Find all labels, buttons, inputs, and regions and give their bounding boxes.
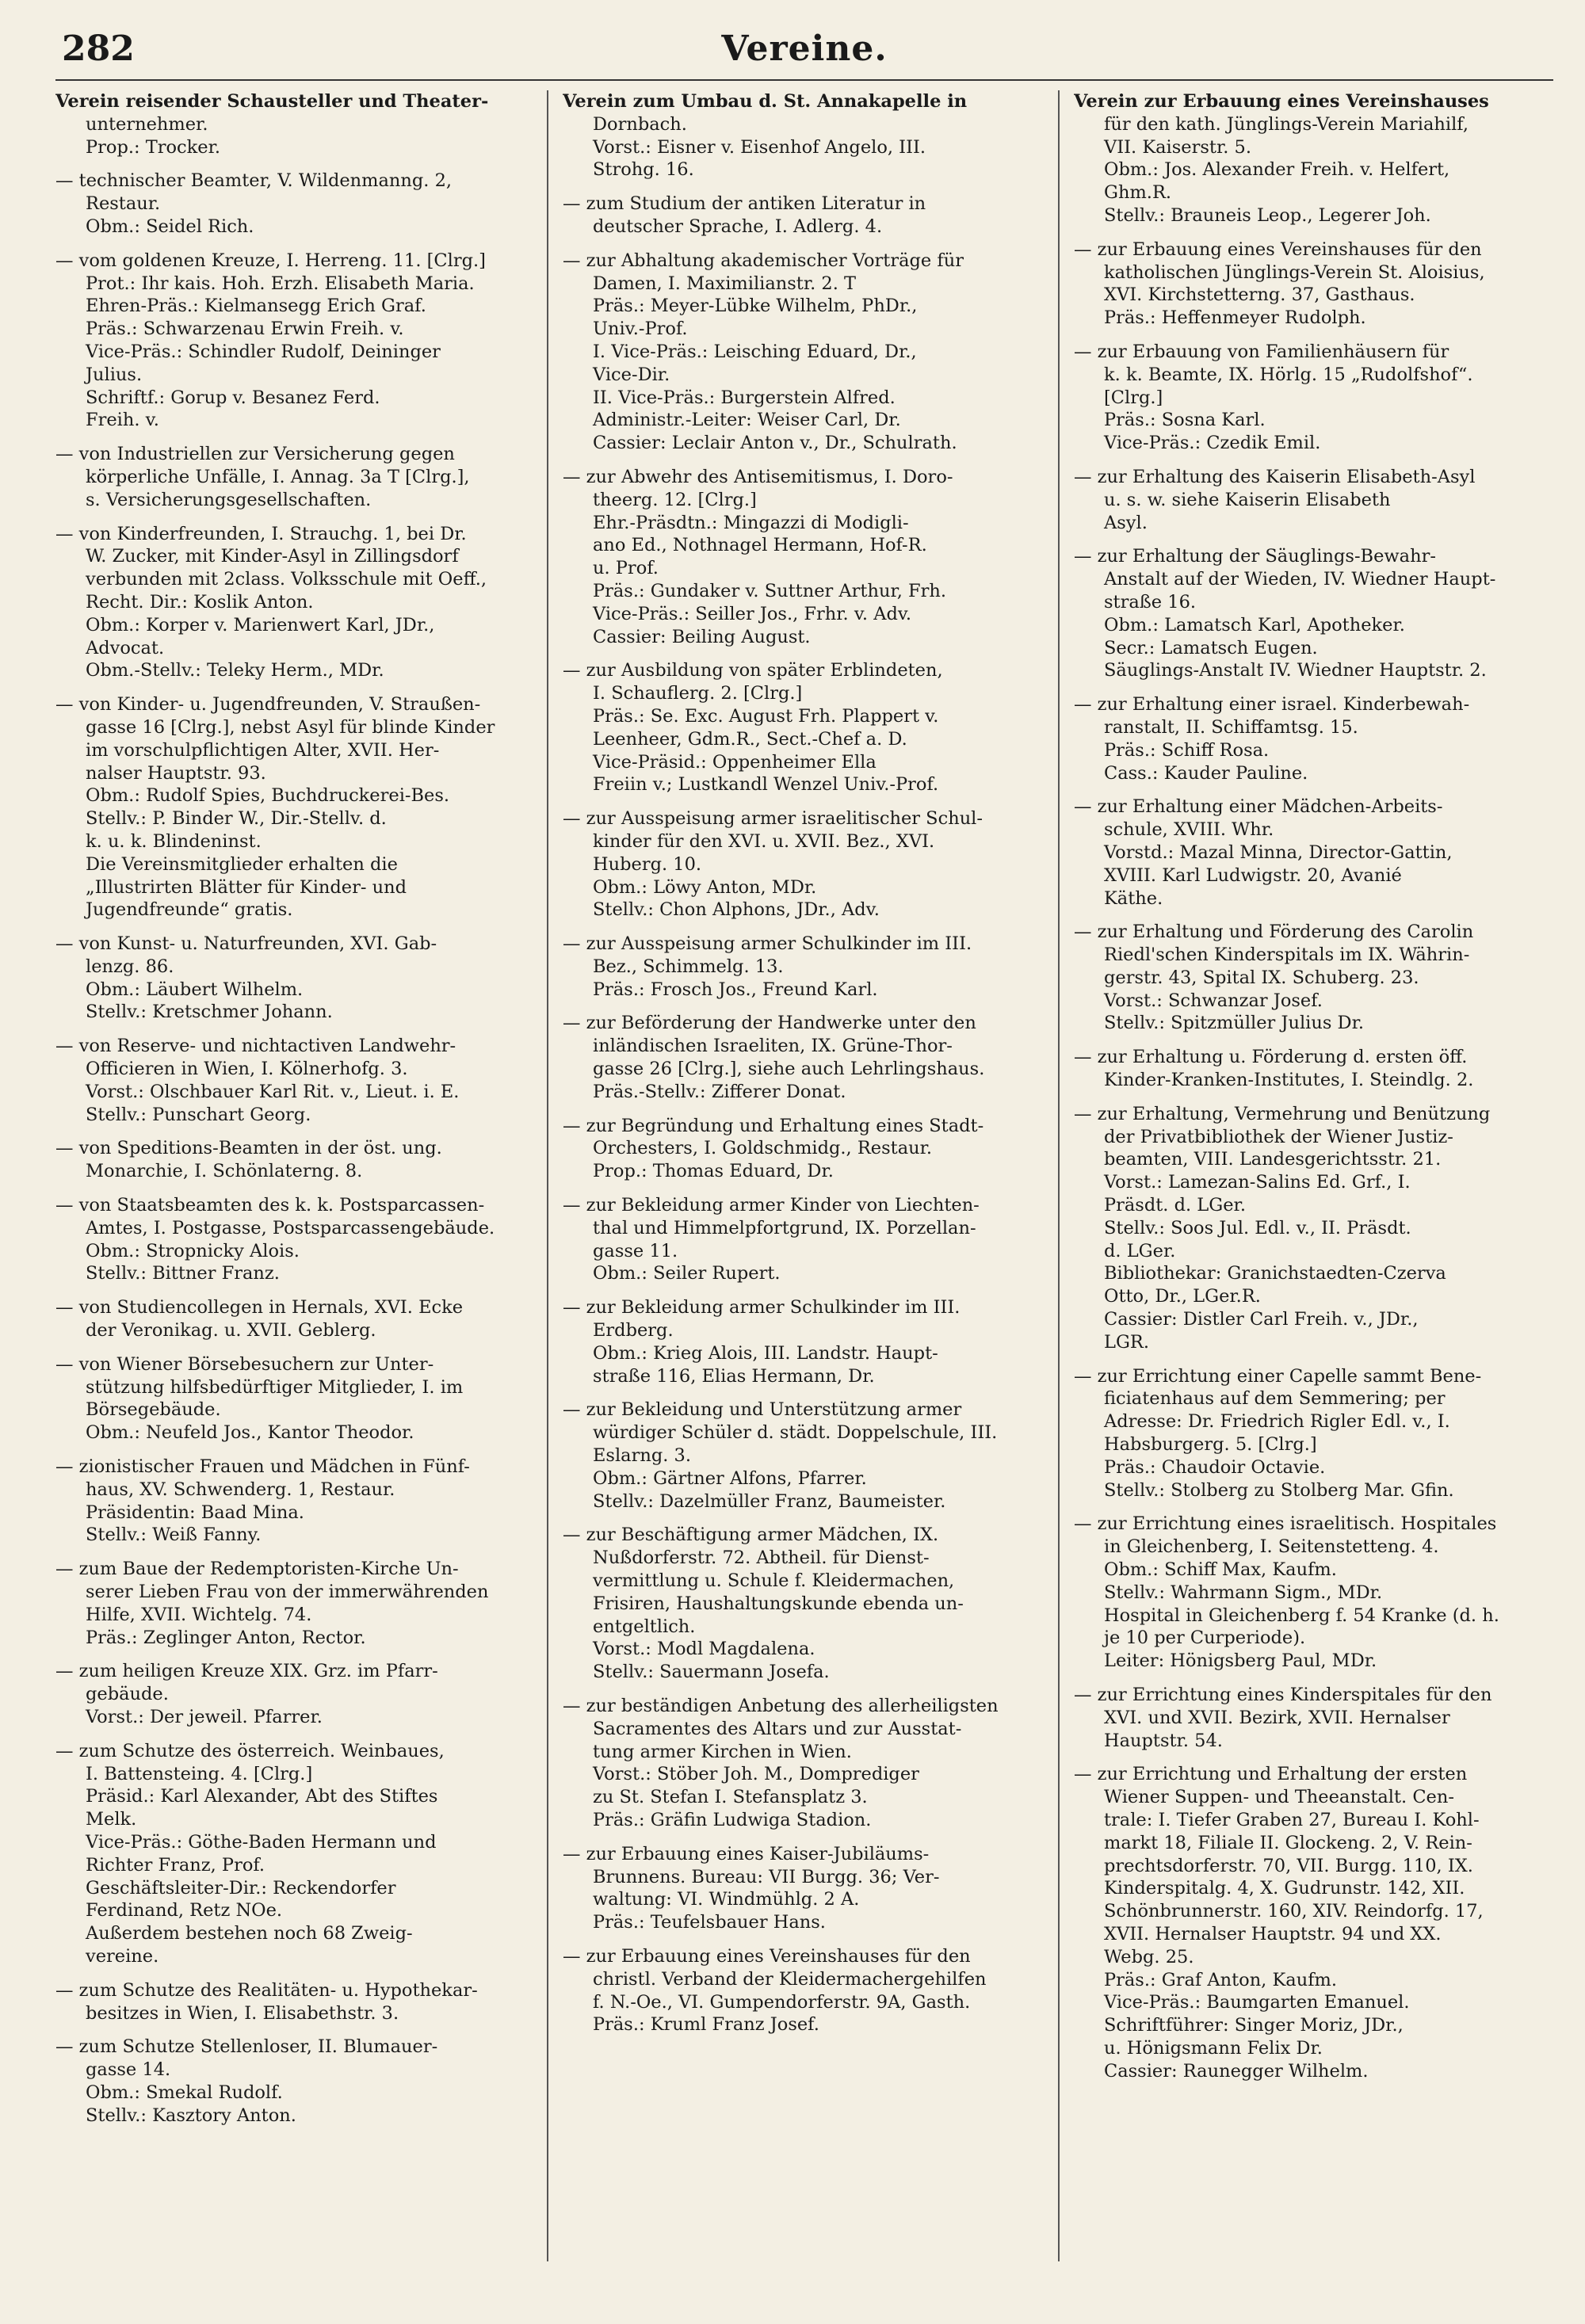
entry-line: beamten, VIII. Landesgerichtsstr. 21.: [1104, 1149, 1442, 1170]
entry-line: Stellv.: Kretschmer Johann.: [86, 1002, 333, 1023]
entry-line: Präs.: Schiff Rosa.: [1104, 739, 1270, 761]
entry-line: Stellv.: Brauneis Leop., Legerer Joh.: [1104, 204, 1431, 226]
entry-title: — zur Erhaltung u. Förderung d. ersten öff.: [1074, 1047, 1468, 1068]
directory-entry: [55, 1740, 531, 1968]
entry-line: Cassier: Beiling August.: [593, 626, 811, 647]
entry-line: Vorst.: Der jeweil. Pfarrer.: [86, 1707, 323, 1727]
entry-line: Säuglings-Anstalt IV. Wiedner Hauptstr. 2.: [1104, 660, 1487, 681]
entry-line: körperliche Unfälle, I. Annag. 3a T [Clrg.],: [86, 466, 470, 487]
directory-entry: [1074, 1103, 1549, 1354]
entry-line: Präs.: Gundaker v. Suttner Arthur, Frh.: [593, 580, 947, 601]
entry-line: Freiin v.; Lustkandl Wenzel Univ.-Prof.: [593, 774, 939, 796]
entry-line: Riedl'schen Kinderspitals im IX. Währin-: [1104, 944, 1470, 966]
entry-line: Leenheer, Gdm.R., Sect.-Chef a. D.: [593, 728, 907, 750]
entry-line: Stellv.: Kasztory Anton.: [86, 2105, 296, 2126]
entry-line: Monarchie, I. Schönlaterng. 8.: [86, 1161, 363, 1182]
entry-line: Präs.: Se. Exc. August Frh. Plappert v.: [593, 705, 939, 727]
entry-title: — vom goldenen Kreuze, I. Herreng. 11. [Clrg.]: [55, 250, 486, 271]
entry-line: Vorst.: Modl Magdalena.: [593, 1639, 815, 1660]
entry-line: Restaur.: [86, 193, 161, 215]
entry-line: markt 18, Filiale II. Glockeng. 2, V. Rein-: [1104, 1832, 1472, 1853]
entry-line: Webg. 25.: [1104, 1946, 1194, 1967]
entry-line: Julius.: [86, 364, 143, 385]
entry-line: Bibliothekar: Granichstaedten-Czerva: [1104, 1263, 1446, 1284]
column-2: [563, 90, 1038, 2277]
entry-line: Präs.: Chaudoir Octavie.: [1104, 1456, 1326, 1478]
entry-line: besitzes in Wien, I. Elisabethstr. 3.: [86, 2002, 399, 2024]
entry-line: VII. Kaiserstr. 5.: [1104, 136, 1252, 158]
entry-title: — von Kinder- u. Jugendfreunden, V. Straußen-: [55, 694, 481, 716]
entry-line: XVI. und XVII. Bezirk, XVII. Hernalser: [1104, 1707, 1450, 1728]
column-3: [1074, 90, 1549, 2277]
directory-entry: [55, 1296, 531, 1342]
entry-line: Präs.: Zeglinger Anton, Rector.: [86, 1627, 366, 1648]
entry-title: — zur Beschäftigung armer Mädchen, IX.: [563, 1525, 939, 1546]
entry-line: ranstalt, II. Schiffamtsg. 15.: [1104, 716, 1358, 738]
entry-line: Secr.: Lamatsch Eugen.: [1104, 637, 1318, 658]
entry-title: — zur Erhaltung des Kaiserin Elisabeth-Asyl: [1074, 466, 1476, 487]
entry-line: I. Battensteing. 4. [Clrg.]: [86, 1763, 313, 1784]
entry-line: in Gleichenberg, I. Seitenstetteng. 4.: [1104, 1536, 1439, 1558]
entry-line: k. u. k. Blindeninst.: [86, 830, 262, 852]
entry-title: — technischer Beamter, V. Wildenmanng. 2,: [55, 170, 453, 192]
entry-line: haus, XV. Schwenderg. 1, Restaur.: [86, 1479, 395, 1500]
entry-line: deutscher Sprache, I. Adlerg. 4.: [593, 216, 883, 237]
entry-title: — zur Bekleidung armer Schulkinder im III.: [563, 1297, 961, 1318]
directory-entry: [563, 933, 1038, 1001]
entry-line: gasse 26 [Clrg.], siehe auch Lehrlingshaus.: [593, 1059, 985, 1080]
entry-line: XVIII. Karl Ludwigstr. 20, Avanié: [1104, 864, 1402, 886]
entry-line: Stellv.: Sauermann Josefa.: [593, 1662, 830, 1683]
entry-line: u. s. w. siehe Kaiserin Elisabeth: [1104, 489, 1391, 510]
entry-title: — zum Schutze des Realitäten- u. Hypothekar-: [55, 1979, 478, 2001]
directory-entry: [55, 1456, 531, 1547]
entry-line: Schriftführer: Singer Moriz, JDr.,: [1104, 2015, 1404, 2036]
entry-line: Erdberg.: [593, 1320, 674, 1341]
entry-title: — zur Erhaltung der Säuglings-Bewahr-: [1074, 546, 1436, 567]
entry-line: Obm.: Löwy Anton, MDr.: [593, 876, 817, 898]
entry-title: — zur Ausbildung von später Erblindeten,: [563, 660, 943, 681]
entry-line: Obm.-Stellv.: Teleky Herm., MDr.: [86, 660, 384, 681]
entry-title: — zur Erhaltung einer Mädchen-Arbeits-: [1074, 796, 1443, 818]
entry-line: Vorst.: Schwanzar Josef.: [1104, 990, 1323, 1011]
entry-title: — von Kunst- u. Naturfreunden, XVI. Gab-: [55, 933, 437, 955]
entry-line: d. LGer.: [1104, 1240, 1176, 1261]
entry-line: Präs.: Frosch Jos., Freund Karl.: [593, 979, 878, 1000]
entry-line: Prop.: Thomas Eduard, Dr.: [593, 1161, 834, 1182]
entry-line: zu St. Stefan I. Stefansplatz 3.: [593, 1787, 868, 1808]
entry-line: Stellv.: Wahrmann Sigm., MDr.: [1104, 1582, 1383, 1603]
entry-line: Otto, Dr., LGer.R.: [1104, 1286, 1261, 1307]
entry-line: Bez., Schimmelg. 13.: [593, 956, 784, 977]
entry-line: Prop.: Trocker.: [86, 136, 221, 158]
entry-line: Obm.: Jos. Alexander Freih. v. Helfert,: [1104, 159, 1450, 181]
directory-entry: [55, 933, 531, 1024]
directory-entry: [563, 250, 1038, 455]
entry-line: Präs.: Teufelsbauer Hans.: [593, 1912, 826, 1933]
entry-line: Präs.: Heffenmeyer Rudolph.: [1104, 307, 1366, 329]
entry-title: Verein reisender Schausteller und Theater-: [55, 91, 489, 112]
entry-title: — zur Abwehr des Antisemitismus, I. Doro-: [563, 466, 953, 487]
entry-line: Schönbrunnerstr. 160, XIV. Reindorfg. 17,: [1104, 1901, 1484, 1922]
entry-line: Jugendfreunde“ gratis.: [86, 899, 293, 921]
entry-line: entgeltlich.: [593, 1616, 696, 1637]
entry-line: Huberg. 10.: [593, 853, 702, 875]
directory-entry: [55, 90, 531, 158]
entry-title: — zum Studium der antiken Literatur in: [563, 193, 926, 215]
entry-line: Vice-Dir.: [593, 364, 670, 385]
entry-line: Adresse: Dr. Friedrich Rigler Edl. v., I.: [1104, 1411, 1450, 1433]
entry-title: — zur Beförderung der Handwerke unter den: [563, 1013, 976, 1034]
entry-line: Strohg. 16.: [593, 159, 694, 181]
entry-line: ficiatenhaus auf dem Semmering; per: [1104, 1388, 1446, 1410]
entry-line: Stellv.: P. Binder W., Dir.-Stellv. d.: [86, 808, 387, 830]
directory-entry: [563, 1115, 1038, 1183]
entry-line: Vorst.: Olschbauer Karl Rit. v., Lieut. i. E.: [86, 1081, 460, 1102]
entry-title: Verein zum Umbau d. St. Annakapelle in: [563, 91, 968, 112]
entry-line: Ferdinand, Retz NOe.: [86, 1900, 283, 1921]
entry-line: k. k. Beamte, IX. Hörlg. 15 „Rudolfshof“.: [1104, 364, 1473, 385]
entry-line: Ehr.-Präsdtn.: Mingazzi di Modigli-: [593, 512, 909, 533]
entry-line: Präs.: Meyer-Lübke Wilhelm, PhDr.,: [593, 296, 918, 317]
directory-entry: [1074, 1684, 1549, 1752]
entry-line: Obm.: Gärtner Alfons, Pfarrer.: [593, 1467, 867, 1489]
entry-line: Prot.: Ihr kais. Hoh. Erzh. Elisabeth Maria.: [86, 273, 475, 294]
column-1: [55, 90, 531, 2277]
entry-line: Schriftf.: Gorup v. Besanez Ferd.: [86, 387, 380, 408]
directory-entry: [55, 1353, 531, 1444]
entry-line: Cassier: Distler Carl Freih. v., JDr.,: [1104, 1309, 1419, 1330]
entry-title: — zur Erhaltung, Vermehrung und Benützung: [1074, 1103, 1491, 1124]
directory-entry: [55, 1660, 531, 1728]
directory-entry: [55, 443, 531, 511]
entry-line: Obm.: Neufeld Jos., Kantor Theodor.: [86, 1422, 414, 1444]
entry-line: XVI. Kirchstetterng. 37, Gasthaus.: [1104, 284, 1415, 306]
entry-line: vereine.: [86, 1945, 159, 1967]
entry-line: der Privatbibliothek der Wiener Justiz-: [1104, 1126, 1453, 1147]
entry-line: Leiter: Hönigsberg Paul, MDr.: [1104, 1650, 1377, 1672]
directory-entry: [55, 250, 531, 432]
directory-entry: [1074, 1365, 1549, 1502]
directory-entry: [55, 523, 531, 683]
entry-line: Obm.: Stropnicky Alois.: [86, 1240, 300, 1261]
entry-line: lenzg. 86.: [86, 956, 174, 977]
directory-entry: [1074, 1513, 1549, 1673]
entry-line: gasse 16 [Clrg.], nebst Asyl für blinde Kinder: [86, 716, 495, 738]
entry-line: tung armer Kirchen in Wien.: [593, 1741, 852, 1762]
entry-title: — von Staatsbeamten des k. k. Postsparcassen-: [55, 1195, 485, 1216]
directory-entry: [55, 1035, 531, 1126]
entry-title: — zum heiligen Kreuze XIX. Grz. im Pfarr-: [55, 1661, 438, 1682]
entry-line: u. Prof.: [593, 558, 659, 579]
entry-line: Administr.-Leiter: Weiser Carl, Dr.: [593, 410, 901, 431]
entry-line: ano Ed., Nothnagel Hermann, Hof-R.: [593, 535, 927, 556]
entry-title: — zur Erbauung eines Kaiser-Jubiläums-: [563, 1843, 930, 1864]
directory-page: [55, 24, 1553, 2298]
entry-title: — zum Baue der Redemptoristen-Kirche Un-: [55, 1559, 459, 1580]
entry-line: Obm.: Seiler Rupert.: [593, 1263, 781, 1284]
directory-entry: [55, 1558, 531, 1649]
entry-line: Anstalt auf der Wieden, IV. Wiedner Haupt-: [1104, 569, 1496, 590]
entry-line: Orchesters, I. Goldschmidg., Restaur.: [593, 1138, 933, 1159]
directory-entry: [563, 659, 1038, 796]
entry-line: II. Vice-Präs.: Burgerstein Alfred.: [593, 387, 896, 408]
entry-line: Wiener Suppen- und Theeanstalt. Cen-: [1104, 1787, 1454, 1808]
entry-line: trale: I. Tiefer Graben 27, Bureau I. Kohl-: [1104, 1809, 1480, 1830]
entry-title: — zum Schutze Stellenloser, II. Blumauer-: [55, 2036, 438, 2058]
directory-entry: [1074, 90, 1549, 227]
entry-line: im vorschulpflichtigen Alter, XVII. Her-: [86, 739, 440, 761]
entry-line: Kinder-Kranken-Institutes, I. Steindlg. 2.: [1104, 1070, 1474, 1091]
entry-line: verbunden mit 2class. Volksschule mit Oeff.,: [86, 569, 487, 590]
entry-line: Asyl.: [1104, 512, 1148, 533]
directory-entry: [563, 1695, 1038, 1832]
entry-line: für den kath. Jünglings-Verein Mariahilf,: [1104, 113, 1469, 135]
entry-line: stützung hilfsbedürftiger Mitglieder, I. im: [86, 1376, 464, 1398]
columns: [55, 90, 1553, 2277]
entry-title: — zur Ausspeisung armer israelitischer Schul-: [563, 808, 983, 830]
entry-title: — von Studiencollegen in Hernals, XVI. Ecke: [55, 1297, 464, 1318]
entry-line: Obm.: Smekal Rudolf.: [86, 2082, 283, 2103]
entry-line: u. Hönigsmann Felix Dr.: [1104, 2037, 1323, 2059]
entry-line: inländischen Israeliten, IX. Grüne-Thor-: [593, 1036, 953, 1057]
entry-line: Hauptstr. 54.: [1104, 1730, 1223, 1751]
entry-line: Frisiren, Haushaltungskunde ebenda un-: [593, 1593, 964, 1614]
page-header: [55, 24, 1553, 81]
entry-line: Vorst.: Eisner v. Eisenhof Angelo, III.: [593, 136, 926, 158]
entry-line: Obm.: Schiff Max, Kaufm.: [1104, 1559, 1337, 1581]
directory-entry: [55, 2036, 531, 2127]
entry-line: Sacramentes des Altars und zur Ausstat-: [593, 1718, 962, 1739]
entry-line: Brunnens. Bureau: VII Burgg. 36; Ver-: [593, 1866, 940, 1887]
entry-title: — zur beständigen Anbetung des allerheiligsten: [563, 1696, 999, 1716]
entry-line: Damen, I. Maximilianstr. 2. T: [593, 273, 857, 294]
entry-line: Geschäftsleiter-Dir.: Reckendorfer: [86, 1877, 396, 1899]
entry-title: — zur Errichtung einer Capelle sammt Bene-: [1074, 1365, 1482, 1387]
entry-line: Richter Franz, Prof.: [86, 1854, 265, 1876]
entry-line: Ghm.R.: [1104, 182, 1172, 204]
entry-line: würdiger Schüler d. städt. Doppelschule, III.: [593, 1422, 998, 1444]
entry-line: LGR.: [1104, 1331, 1150, 1353]
directory-entry: [55, 1137, 531, 1183]
entry-line: W. Zucker, mit Kinder-Asyl in Zillingsdorf: [86, 546, 459, 567]
entry-line: Präsidentin: Baad Mina.: [86, 1502, 304, 1523]
entry-line: Vice-Präs.: Schindler Rudolf, Deininger: [86, 341, 441, 362]
entry-title: — zionistischer Frauen und Mädchen in Fünf-: [55, 1456, 470, 1478]
entry-line: Präs.: Sosna Karl.: [1104, 410, 1266, 431]
entry-line: Börsegebäude.: [86, 1399, 221, 1421]
entry-line: Die Vereinsmitglieder erhalten die: [86, 853, 398, 875]
entry-line: je 10 per Curperiode).: [1104, 1628, 1306, 1649]
entry-title: — zum Schutze des österreich. Weinbaues,: [55, 1740, 445, 1761]
directory-entry: [563, 1945, 1038, 2036]
entry-title: — zur Abhaltung akademischer Vorträge für: [563, 250, 964, 271]
entry-line: s. Versicherungsgesellschaften.: [86, 489, 372, 510]
entry-line: f. N.-Oe., VI. Gumpendorferstr. 9A, Gasth.: [593, 1991, 971, 2013]
entry-line: Obm.: Krieg Alois, III. Landstr. Haupt-: [593, 1342, 938, 1364]
entry-title: — von Industriellen zur Versicherung gegen: [55, 444, 455, 465]
directory-entry: [563, 90, 1038, 181]
entry-line: Stellv.: Chon Alphons, JDr., Adv.: [593, 899, 880, 921]
entry-line: Stellv.: Soos Jul. Edl. v., II. Präsdt.: [1104, 1217, 1411, 1238]
entry-line: I. Vice-Präs.: Leisching Eduard, Dr.,: [593, 341, 917, 362]
entry-line: Officieren in Wien, I. Kölnerhofg. 3.: [86, 1059, 408, 1080]
entry-title: — zur Erbauung eines Vereinshauses für den: [563, 1945, 971, 1967]
entry-line: Stellv.: Punschart Georg.: [86, 1104, 311, 1125]
directory-entry: [563, 807, 1038, 922]
entry-line: serer Lieben Frau von der immerwährenden: [86, 1582, 489, 1603]
directory-entry: [1074, 466, 1549, 534]
entry-line: thal und Himmelpfortgrund, IX. Porzellan-: [593, 1217, 976, 1238]
entry-line: Präs.: Schwarzenau Erwin Freih. v.: [86, 319, 404, 340]
entry-line: Melk.: [86, 1809, 137, 1830]
entry-line: „Illustrirten Blätter für Kinder- und: [86, 876, 407, 898]
entry-title: — zur Bekleidung armer Kinder von Liechten-: [563, 1195, 980, 1216]
directory-entry: [563, 193, 1038, 239]
entry-line: Obm.: Korper v. Marienwert Karl, JDr.,: [86, 614, 435, 635]
entry-title: — zur Erbauung eines Vereinshauses für den: [1074, 239, 1482, 260]
directory-entry: [55, 693, 531, 922]
entry-line: gasse 11.: [593, 1240, 678, 1261]
entry-line: Kinderspitalg. 4, X. Gudrunstr. 142, XII.: [1104, 1878, 1465, 1899]
entry-line: christl. Verband der Kleidermachergehilfen: [593, 1968, 987, 1990]
directory-entry: [563, 1843, 1038, 1934]
directory-entry: [55, 1979, 531, 2025]
directory-entry: [1074, 341, 1549, 455]
entry-line: Außerdem bestehen noch 68 Zweig-: [86, 1923, 413, 1944]
entry-line: Vorst.: Lamezan-Salins Ed. Grf., I.: [1104, 1172, 1411, 1193]
entry-title: Verein zur Erbauung eines Vereinshauses: [1074, 91, 1489, 112]
entry-title: — von Speditions-Beamten in der öst. ung.: [55, 1138, 442, 1159]
page-title: Vereine.: [721, 29, 888, 69]
entry-title: — von Wiener Börsebesuchern zur Unter-: [55, 1353, 434, 1375]
entry-line: kinder für den XVI. u. XVII. Bez., XVI.: [593, 830, 935, 852]
entry-line: Vice-Präs.: Czedik Emil.: [1104, 433, 1321, 454]
entry-line: gerstr. 43, Spital IX. Schuberg. 23.: [1104, 967, 1419, 988]
entry-line: Freih. v.: [86, 410, 159, 431]
entry-line: Hilfe, XVII. Wichtelg. 74.: [86, 1604, 312, 1625]
directory-entry: [563, 1524, 1038, 1684]
entry-line: katholischen Jünglings-Verein St. Aloisius,: [1104, 261, 1485, 283]
entry-line: Obm.: Lamatsch Karl, Apotheker.: [1104, 614, 1405, 635]
entry-line: unternehmer.: [86, 113, 208, 135]
entry-title: — zur Errichtung eines Kinderspitales für den: [1074, 1685, 1492, 1705]
entry-line: gasse 14.: [86, 2059, 171, 2081]
directory-entry: [563, 1296, 1038, 1387]
entry-line: Obm.: Seidel Rich.: [86, 216, 254, 237]
entry-title: — zur Errichtung eines israelitisch. Hospitales: [1074, 1513, 1497, 1535]
entry-title: — zur Erhaltung einer israel. Kinderbewah-: [1074, 694, 1470, 716]
entry-line: Habsburgerg. 5. [Clrg.]: [1104, 1434, 1317, 1456]
directory-entry: [563, 1012, 1038, 1103]
entry-line: Advocat.: [86, 637, 165, 658]
column-divider: [1058, 90, 1060, 2261]
entry-title: — zur Erhaltung und Förderung des Carolin: [1074, 922, 1474, 943]
entry-line: Recht. Dir.: Koslik Anton.: [86, 591, 314, 612]
directory-entry: [563, 1194, 1038, 1285]
entry-line: Vice-Präs.: Göthe-Baden Hermann und: [86, 1831, 437, 1853]
directory-entry: [563, 1399, 1038, 1513]
directory-entry: [563, 466, 1038, 648]
entry-line: straße 116, Elias Hermann, Dr.: [593, 1365, 875, 1387]
entry-line: der Veronikag. u. XVII. Geblerg.: [86, 1320, 376, 1341]
entry-line: Obm.: Läubert Wilhelm.: [86, 979, 304, 1000]
entry-line: Cass.: Kauder Pauline.: [1104, 762, 1308, 784]
entry-line: prechtsdorferstr. 70, VII. Burgg. 110, IX.: [1104, 1855, 1473, 1876]
entry-line: Dornbach.: [593, 113, 687, 135]
directory-entry: [1074, 921, 1549, 1035]
entry-line: [Clrg.]: [1104, 387, 1163, 408]
directory-entry: [1074, 239, 1549, 330]
directory-entry: [1074, 1046, 1549, 1092]
entry-line: nalser Hauptstr. 93.: [86, 762, 266, 784]
entry-line: gebäude.: [86, 1684, 169, 1705]
entry-line: I. Schauflerg. 2. [Clrg.]: [593, 683, 803, 704]
entry-title: — zur Ausspeisung armer Schulkinder im III.: [563, 933, 972, 955]
entry-line: Stellv.: Weiß Fanny.: [86, 1525, 262, 1546]
entry-line: Präs.-Stellv.: Zifferer Donat.: [593, 1081, 846, 1102]
entry-line: Cassier: Raunegger Wilhelm.: [1104, 2060, 1369, 2082]
entry-line: Präsdt. d. LGer.: [1104, 1195, 1246, 1216]
entry-line: Stellv.: Dazelmüller Franz, Baumeister.: [593, 1490, 946, 1512]
directory-entry: [1074, 1763, 1549, 2082]
entry-line: Vice-Präs.: Seiller Jos., Frhr. v. Adv.: [593, 603, 912, 624]
entry-title: — zur Begründung und Erhaltung eines Stadt-: [563, 1115, 984, 1136]
column-divider: [547, 90, 548, 2261]
entry-line: Stellv.: Stolberg zu Stolberg Mar. Gfin.: [1104, 1479, 1454, 1501]
page-number: 282: [62, 29, 135, 69]
entry-line: Präsid.: Karl Alexander, Abt des Stiftes: [86, 1786, 438, 1807]
entry-line: Vorst.: Stöber Joh. M., Domprediger: [593, 1764, 919, 1785]
entry-line: Vice-Präsid.: Oppenheimer Ella: [593, 751, 877, 773]
directory-entry: [1074, 693, 1549, 784]
entry-line: Ehren-Präs.: Kielmansegg Erich Graf.: [86, 296, 426, 317]
entry-line: Eslarng. 3.: [593, 1445, 692, 1467]
entry-line: vermittlung u. Schule f. Kleidermachen,: [593, 1570, 955, 1592]
directory-entry: [1074, 796, 1549, 910]
entry-line: Präs.: Gräfin Ludwiga Stadion.: [593, 1809, 872, 1830]
entry-line: straße 16.: [1104, 591, 1197, 612]
entry-line: Präs.: Graf Anton, Kaufm.: [1104, 1969, 1338, 1990]
entry-line: Vorstd.: Mazal Minna, Director-Gattin,: [1104, 841, 1453, 863]
entry-line: Obm.: Rudolf Spies, Buchdruckerei-Bes.: [86, 785, 450, 807]
directory-entry: [1074, 545, 1549, 682]
entry-line: Cassier: Leclair Anton v., Dr., Schulrath.: [593, 433, 957, 454]
entry-line: theerg. 12. [Clrg.]: [593, 489, 757, 510]
entry-line: Vice-Präs.: Baumgarten Emanuel.: [1104, 1992, 1410, 2013]
entry-line: Käthe.: [1104, 887, 1163, 909]
entry-line: Stellv.: Bittner Franz.: [86, 1263, 280, 1284]
entry-title: — zur Errichtung und Erhaltung der ersten: [1074, 1764, 1468, 1785]
entry-line: Hospital in Gleichenberg f. 54 Kranke (d. h.: [1104, 1605, 1499, 1626]
directory-entry: [55, 170, 531, 238]
entry-line: XVII. Hernalser Hauptstr. 94 und XX.: [1104, 1923, 1442, 1944]
entry-line: Univ.-Prof.: [593, 319, 688, 340]
entry-title: — von Kinderfreunden, I. Strauchg. 1, bei Dr.: [55, 523, 467, 544]
entry-line: schule, XVIII. Whr.: [1104, 819, 1274, 841]
entry-title: — zur Erbauung von Familienhäusern für: [1074, 341, 1449, 362]
entry-title: — von Reserve- und nichtactiven Landwehr-: [55, 1036, 456, 1057]
entry-line: Nußdorferstr. 72. Abtheil. für Dienst-: [593, 1547, 930, 1569]
entry-line: Präs.: Kruml Franz Josef.: [593, 2014, 819, 2036]
directory-entry: [55, 1194, 531, 1285]
entry-line: waltung: VI. Windmühlg. 2 A.: [593, 1889, 860, 1910]
entry-title: — zur Bekleidung und Unterstützung armer: [563, 1399, 962, 1421]
entry-line: Amtes, I. Postgasse, Postsparcassengebäude.: [86, 1217, 495, 1238]
entry-line: Stellv.: Spitzmüller Julius Dr.: [1104, 1013, 1365, 1034]
